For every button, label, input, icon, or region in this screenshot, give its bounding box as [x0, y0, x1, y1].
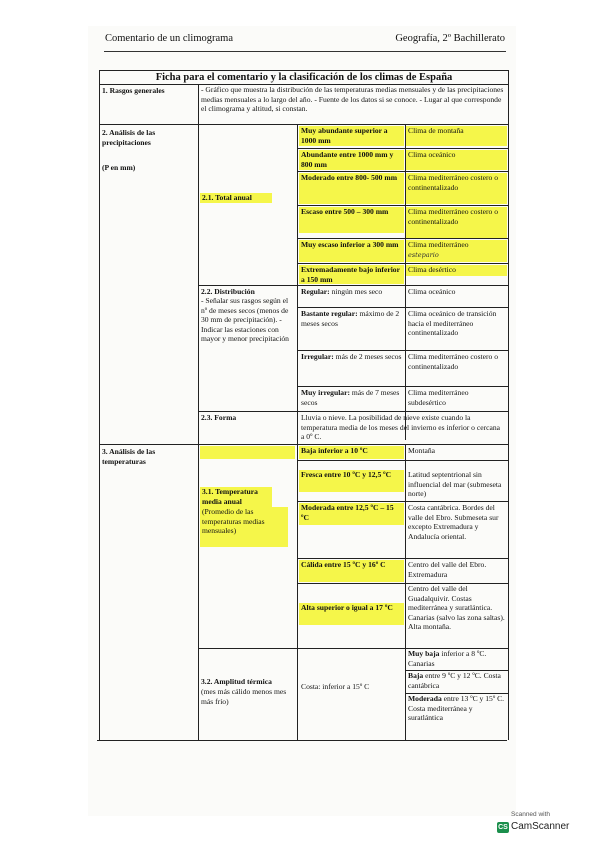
amplitud-row-1-head: Muy baja — [408, 649, 440, 658]
s1-text: - Gráfico que muestra la distribución de las temperaturas medias mensuales y de las precipitaciones medias mensuales a lo largo del año. - Fuente de los datos si se conoce. - Lugar al que corresponde el climograma y altitud, si constan. — [201, 85, 504, 114]
media-row-1-cond: Baja inferior a 10 ºC — [299, 446, 404, 459]
table-border-right — [508, 70, 509, 740]
amplitud-row-2 — [406, 671, 507, 692]
distrib-row-2-cond — [299, 309, 404, 347]
distrib-row-3-keyword: Irregular: — [301, 352, 334, 361]
distrib-row-2-clima: Clima oceánico de transición hacia el mediterráneo continentalizado — [408, 309, 497, 338]
media-row-2-cond: Fresca entre 10 ºC y 12,5 ºC — [299, 470, 404, 492]
media-desc: (Promedio de las temperaturas medias mensuales) — [200, 507, 288, 547]
forma-text: Lluvia o nieve. La posibilidad de nieve existe cuando la temperatura media de los meses del invierno es inferior o cercana a 0º C. — [301, 413, 501, 442]
total-row-1-clima: Clima de montaña — [406, 126, 507, 146]
distrib-desc: - Señalar sus rasgos según el nº de meses secos (menos de 30 mm de precipitación). - Indicar las estaciones con mayor y menor precipitación — [201, 296, 289, 344]
distrib-row-2-rest: máximo de 2 meses secos — [301, 309, 400, 328]
total-row-6-cond: Extremadamente bajo inferior a 150 mm — [299, 265, 404, 284]
amplitud-cond: Costa: inferior a 15º C — [301, 682, 370, 691]
distrib-row-3-cond — [299, 352, 404, 382]
distrib-row-4-cond — [299, 388, 404, 410]
media-row-4-cond: Cálida entre 15 ºC y 16º C — [299, 560, 404, 582]
amplitud-row-3 — [406, 694, 507, 738]
header-rule — [104, 51, 506, 52]
table-border-top — [99, 70, 509, 71]
forma-label: 2.3. Forma — [201, 413, 237, 422]
total-row-4-cond: Escaso entre 500 – 300 mm — [299, 207, 404, 233]
header-left: Comentario de un climograma — [105, 33, 234, 44]
page-header — [105, 33, 505, 51]
scanned-with-text: Scanned with — [511, 811, 551, 818]
amplitud-label: 3.2. Amplitud térmica — [201, 677, 272, 686]
distrib-row-3-rest: más de 2 meses secos — [333, 352, 402, 361]
media-row-3-cond: Moderada entre 12,5 ºC – 15 ºC — [299, 503, 404, 525]
amplitud-row-1-text: inferior a 8 ºC. Canarias — [408, 649, 487, 668]
distrib-row-1-clima: Clima oceánico — [408, 287, 456, 296]
media-row-2-zona: Latitud septentrional sin influencial del mar (submeseta norte) — [408, 470, 502, 499]
total-row-4-clima: Clima mediterráneo costero o continentalizado — [406, 207, 507, 238]
media-row-3-zona: Costa cantábrica. Bordes del valle del Ebro. Submeseta sur excepto Extremadura y Andalucía oriental. — [408, 503, 499, 541]
media-label: 3.1. Temperatura media anual — [200, 487, 272, 507]
amplitud-row-1 — [406, 649, 507, 670]
distrib-row-4-rest: más de 7 meses secos — [301, 388, 400, 407]
total-row-3-cond: Moderado entre 800- 500 mm — [299, 173, 404, 204]
table-border-bottom — [97, 740, 507, 741]
total-row-5-clima — [406, 240, 507, 262]
distrib-row-1-rest: ningún mes seco — [329, 287, 383, 296]
camscanner-text: CamScanner — [511, 821, 570, 832]
s2-unit: (P en mm) — [102, 163, 136, 172]
media-row-5-cond: Alta superior o igual a 17 ºC — [299, 603, 404, 625]
media-row-4-zona: Centro del valle del Ebro. Extremadura — [408, 560, 487, 579]
s2-heading: 2. Análisis de las precipitaciones — [102, 128, 156, 147]
total-row-2-clima: Clima oceánico — [406, 150, 507, 170]
distrib-row-4-clima: Clima mediterráneo subdesértico — [408, 388, 469, 407]
header-right: Geografía, 2º Bachillerato — [395, 33, 505, 44]
table-title: Ficha para el comentario y la clasificación de los climas de España — [155, 72, 453, 83]
amplitud-desc: (mes más cálido menos mes más frío) — [201, 687, 287, 706]
camscanner-watermark — [497, 811, 579, 835]
distrib-row-1-keyword: Regular: — [301, 287, 330, 296]
distrib-label: 2.2. Distribución — [201, 287, 255, 296]
distrib-row-2-keyword: Bastante regular: — [301, 309, 358, 318]
s3-heading: 3. Análisis de las temperaturas — [102, 447, 156, 466]
total-row-6-clima: Clima desértico — [406, 265, 507, 276]
total-row-3-clima: Clima mediterráneo costero o continentalizado — [406, 173, 507, 204]
total-label: 2.1. Total anual — [200, 193, 272, 203]
total-row-5-clima-text: Clima mediterráneo — [408, 240, 469, 249]
amplitud-row-2-head: Baja — [408, 671, 424, 680]
amplitud-row-2-text: entre 9 ºC y 12 ºC. Costa cantábrica — [408, 671, 501, 690]
highlight-mark — [200, 446, 295, 459]
distrib-row-1-cond — [299, 287, 404, 307]
media-row-5-zona: Centro del valle del Guadalquivir. Costas mediterránea y suratlántica. Canarias (salvo las zona saltas). Alta montaña. — [408, 584, 505, 632]
distrib-row-4-keyword: Muy irregular: — [301, 388, 350, 397]
media-row-1-zona: Montaña — [408, 446, 435, 455]
s1-heading: 1. Rasgos generales — [102, 86, 165, 95]
total-row-2-cond: Abundante entre 1000 mm y 800 mm — [299, 150, 404, 170]
total-row-1-cond: Muy abundante superior a 1000 mm — [299, 126, 404, 146]
handwritten-note: estepario — [408, 250, 439, 259]
total-row-5-cond: Muy escaso inferior a 300 mm — [299, 240, 404, 262]
amplitud-row-3-text: entre 13 ºC y 15º C. Costa mediterránea y suratlántica — [408, 694, 505, 723]
camscanner-logo-icon: CS — [498, 824, 508, 831]
amplitud-row-3-head: Moderada — [408, 694, 442, 703]
distrib-row-3-clima: Clima mediterráneo costero o continentalizado — [408, 352, 499, 371]
